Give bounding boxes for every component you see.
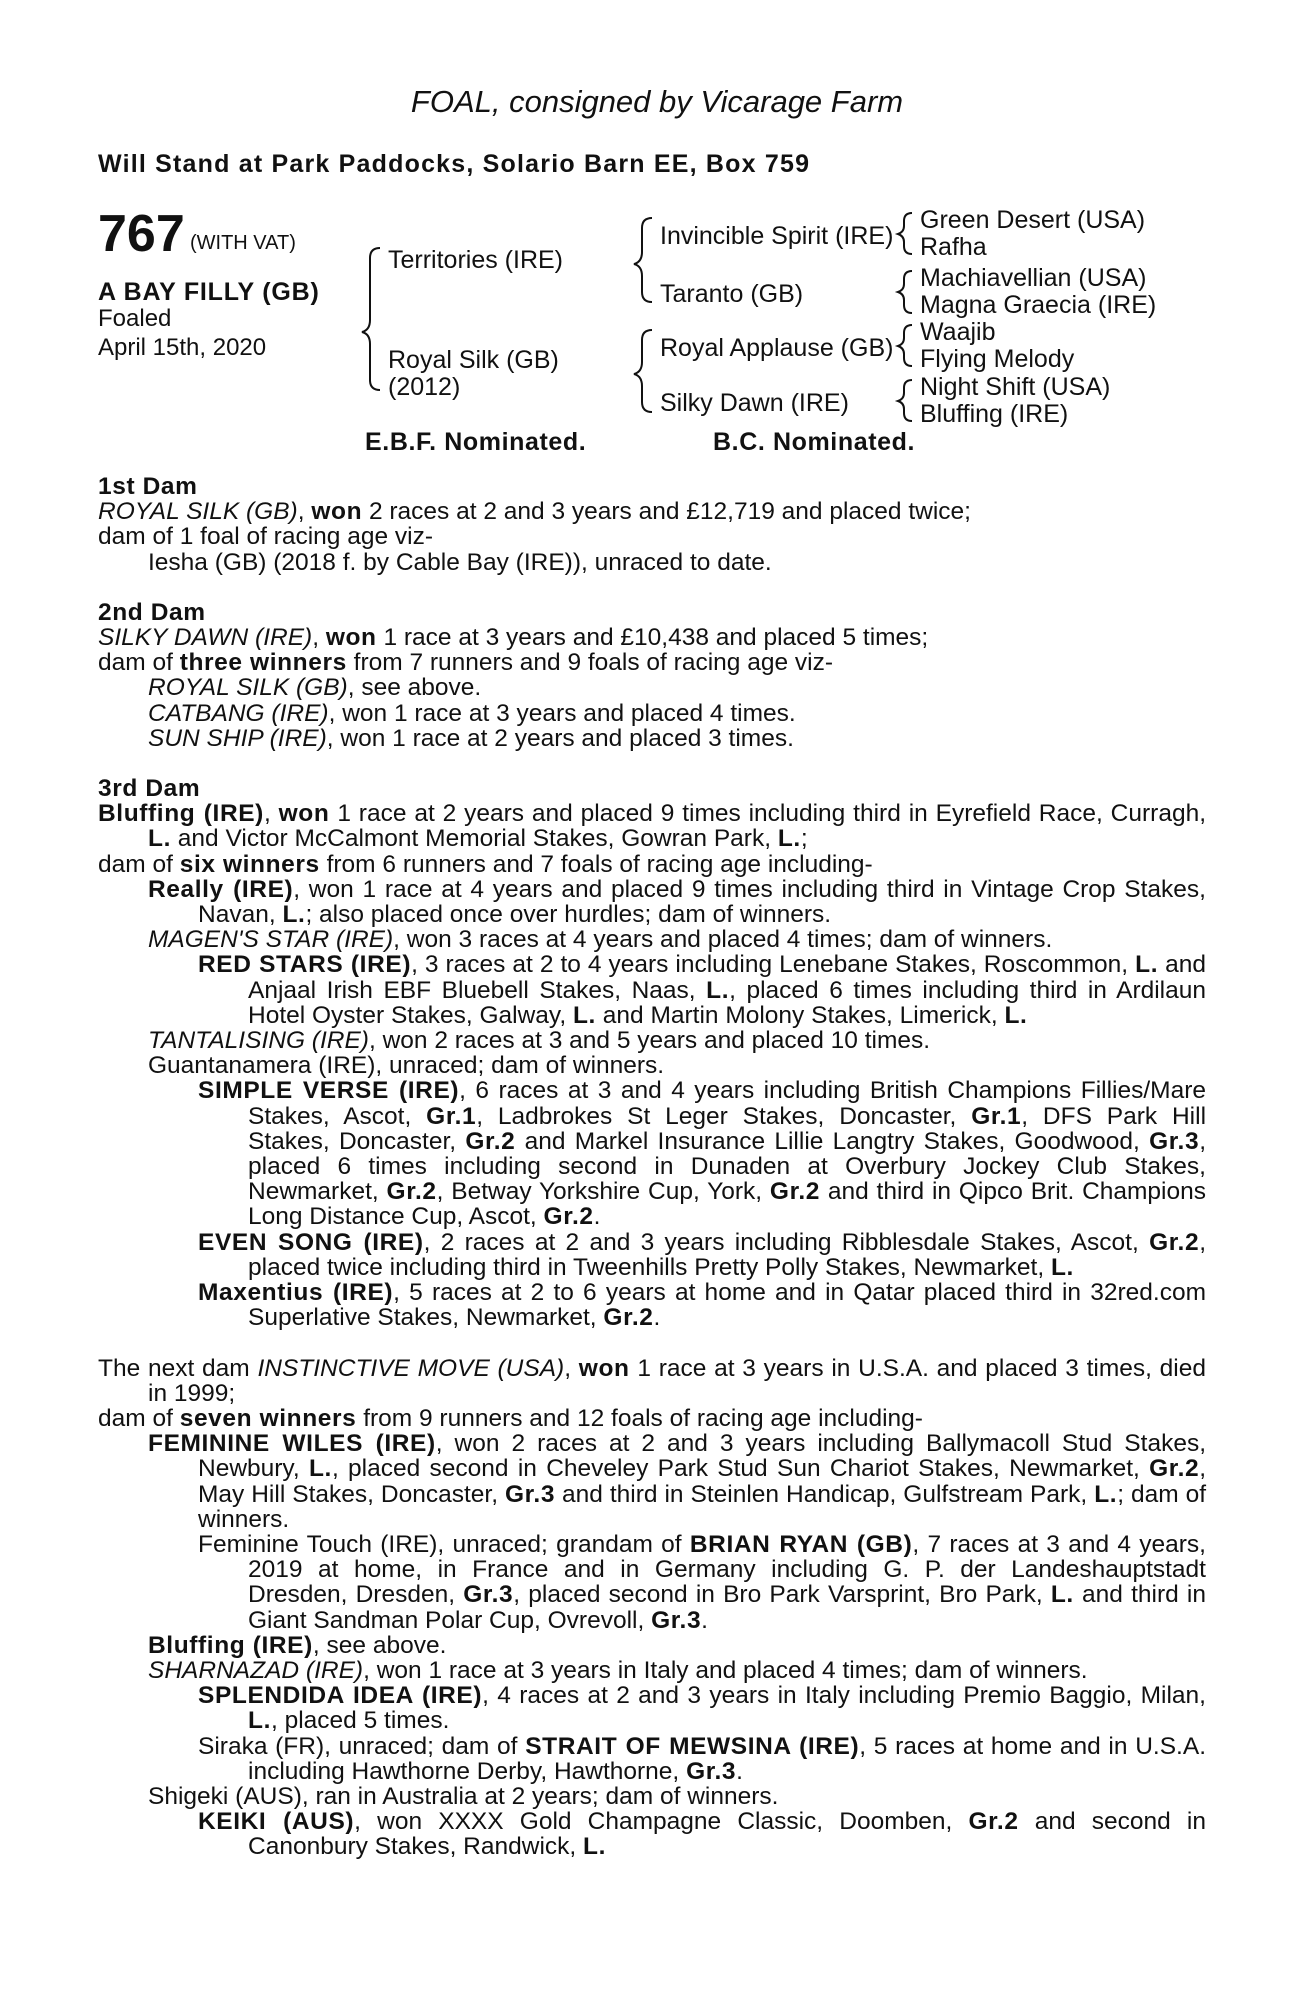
list-item: Guantanamera (IRE), unraced; dam of winners.	[148, 1052, 665, 1080]
list-item: MAGEN'S STAR (IRE), won 3 races at 4 years and placed 4 times; dam of winners.	[148, 926, 1053, 954]
lot-number: 767	[98, 205, 185, 263]
list-item: SHARNAZAD (IRE), won 1 race at 3 years in Italy and placed 4 times; dam of winners.	[148, 1656, 1088, 1684]
dam-sire: Royal Applause (GB)	[660, 334, 894, 362]
pedigree-g4: Magna Graecia (IRE)	[920, 291, 1157, 319]
list-item: SIMPLE VERSE (IRE), 6 races at 3 and 4 years including British Champions Fillies/Mare Stakes, Ascot, Gr.1, Ladbrokes St Leger Stakes, Doncaster, Gr.1, DFS Park Hill Stakes, Doncaster, Gr.2 and Markel Insurance Lillie Langtry Stakes, Goodwood, Gr.3, placed 6 times including second in Dunaden at Overbury Jockey Club Stakes, Newmarket, Gr.2, Betway Yorkshire Cup, York, Gr.2 and third in Qipco Brit. Champions Long Distance Cup, Ascot, Gr.2.	[198, 1077, 1207, 1231]
dam-brace	[634, 330, 652, 412]
sire-brace	[634, 218, 652, 302]
third-dam-foals: dam of six winners from 6 runners and 7 foals of racing age including-	[98, 850, 873, 878]
sire-dam: Taranto (GB)	[660, 280, 804, 308]
third-dam-record: Bluffing (IRE), won 1 race at 2 years and placed 9 times including third in Eyrefield Race, Curragh, L. and Victor McCalmont Memorial Stakes, Gowran Park, L.;	[98, 800, 1206, 853]
list-item: Feminine Touch (IRE), unraced; grandam of BRIAN RYAN (GB), 7 races at 3 and 4 years, 2019 at home, in France and in Germany including G. P. der Landeshauptstadt Dresden, Dresden, Gr.3, placed second in Bro Park Varsprint, Bro Park, L. and third in Giant Sandman Polar Cup, Ovrevoll, Gr.3.	[198, 1530, 1206, 1634]
list-item: Shigeki (AUS), ran in Australia at 2 years; dam of winners.	[148, 1782, 779, 1810]
list-item: TANTALISING (IRE), won 2 races at 3 and 5 years and placed 10 times.	[148, 1027, 931, 1055]
pedigree-g2: Rafha	[920, 233, 987, 261]
list-item: SPLENDIDA IDEA (IRE), 4 races at 2 and 3 years in Italy including Premio Baggio, Milan, L., placed 5 times.	[198, 1682, 1206, 1735]
foaled-date: April 15th, 2020	[98, 334, 267, 361]
pedigree-g7: Night Shift (USA)	[920, 373, 1111, 401]
dam-year: (2012)	[388, 373, 461, 401]
list-item: KEIKI (AUS), won XXXX Gold Champagne Classic, Doomben, Gr.2 and second in Canonbury Stakes, Randwick, L.	[198, 1808, 1206, 1861]
second-dam-foals: dam of three winners from 7 runners and 9 foals of racing age viz-	[98, 649, 833, 677]
list-item: RED STARS (IRE), 3 races at 2 to 4 years including Lenebane Stakes, Roscommon, L. and Anjaal Irish EBF Bluebell Stakes, Naas, L., placed 6 times including third in Ardilaun Hotel Oyster Stakes, Galway, L. and Martin Molony Stakes, Limerick, L.	[198, 951, 1206, 1029]
first-dam-foals: dam of 1 foal of racing age viz-	[98, 523, 434, 551]
list-item: Maxentius (IRE), 5 races at 2 to 6 years at home and in Qatar placed third in 32red.com Superlative Stakes, Newmarket, Gr.2.	[198, 1279, 1206, 1332]
third-dam-title: 3rd Dam	[98, 775, 201, 803]
list-item: Really (IRE), won 1 race at 4 years and placed 9 times including third in Vintage Crop Stakes, Navan, L.; also placed once over hurdles; dam of winners.	[148, 875, 1206, 929]
first-dam-record: ROYAL SILK (GB), won 2 races at 2 and 3 years and £12,719 and placed twice;	[98, 498, 971, 526]
brace-g12	[898, 213, 912, 254]
list-item: Siraka (FR), unraced; dam of STRAIT OF MEWSINA (IRE), 5 races at home and in U.S.A. including Hawthorne Derby, Hawthorne, Gr.3.	[198, 1732, 1206, 1785]
list-item: ROYAL SILK (GB), see above.	[148, 674, 482, 702]
pedigree-g6: Flying Melody	[920, 345, 1075, 373]
second-dam-title: 2nd Dam	[98, 598, 206, 626]
brace-g34	[898, 271, 912, 313]
page-title: FOAL, consigned by Vicarage Farm	[410, 84, 904, 119]
next-dam-record: The next dam INSTINCTIVE MOVE (USA), won 1 race at 3 years in U.S.A. and placed 3 times, died in 1999;	[98, 1354, 1207, 1407]
vat-label: (WITH VAT)	[190, 232, 296, 254]
dam-dam: Silky Dawn (IRE)	[660, 389, 849, 417]
sire-sire: Invincible Spirit (IRE)	[660, 222, 894, 250]
sire-name: Territories (IRE)	[388, 246, 564, 274]
list-item: FEMININE WILES (IRE), won 2 races at 2 and 3 years including Ballymacoll Stud Stakes, Newbury, L., placed second in Cheveley Park Stud Sun Chariot Stakes, Newmarket, Gr.2, May Hill Stakes, Doncaster, Gr.3 and third in Steinlen Handicap, Gulfstream Park, L.; dam of winners.	[148, 1430, 1207, 1533]
first-dam-title: 1st Dam	[98, 473, 198, 500]
ebf-nominated: E.B.F. Nominated.	[365, 428, 587, 456]
stand-location: Will Stand at Park Paddocks, Solario Barn EE, Box 759	[98, 150, 811, 178]
first-dam-offspring: Iesha (GB) (2018 f. by Cable Bay (IRE)), unraced to date.	[148, 548, 772, 576]
list-item: EVEN SONG (IRE), 2 races at 2 and 3 years including Ribblesdale Stakes, Ascot, Gr.2, placed twice including third in Tweenhills Pretty Polly Stakes, Newmarket, L.	[198, 1228, 1206, 1281]
pedigree-g1: Green Desert (USA)	[920, 206, 1146, 234]
pedigree-notes	[98, 474, 1206, 1860]
pedigree-g3: Machiavellian (USA)	[920, 264, 1147, 292]
foaled-label: Foaled	[98, 305, 172, 332]
next-dam-foals: dam of seven winners from 9 runners and 12 foals of racing age including-	[98, 1404, 923, 1432]
dam-name: Royal Silk (GB)	[388, 346, 559, 374]
brace-g56	[898, 325, 912, 366]
main-brace	[362, 248, 380, 390]
pedigree-g5: Waajib	[920, 318, 996, 346]
list-item: SUN SHIP (IRE), won 1 race at 2 years and placed 3 times.	[148, 724, 794, 752]
second-dam-record: SILKY DAWN (IRE), won 1 race at 3 years and £10,438 and placed 5 times;	[98, 624, 929, 652]
list-item: Bluffing (IRE), see above.	[148, 1631, 447, 1659]
brace-g78	[898, 380, 912, 421]
bc-nominated: B.C. Nominated.	[713, 428, 916, 456]
pedigree-g8: Bluffing (IRE)	[920, 400, 1069, 428]
lot-name: A BAY FILLY (GB)	[98, 278, 320, 306]
list-item: CATBANG (IRE), won 1 race at 3 years and placed 4 times.	[148, 699, 796, 727]
